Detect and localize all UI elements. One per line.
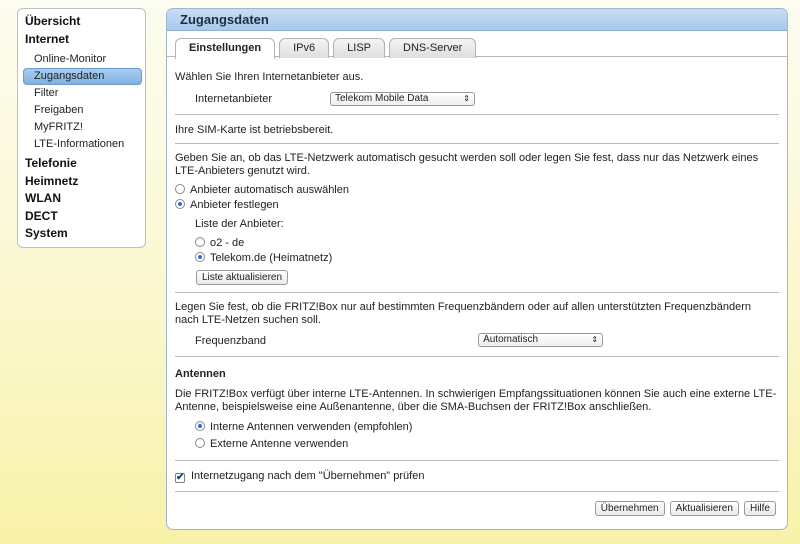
nav-uebersicht[interactable]: Übersicht: [25, 14, 81, 28]
provider-label: Internetanbieter: [195, 93, 273, 105]
radio-o2-icon[interactable]: [195, 237, 205, 247]
provider-intro: Wählen Sie Ihren Internetanbieter aus.: [175, 71, 364, 83]
antenna-heading: Antennen: [175, 368, 226, 380]
lte-intro: Geben Sie an, ob das LTE-Netzwerk automatisch gesucht werden soll oder legen Sie fest, dass nur das Netzwerk eines LTE-Anbieters genutzt wird.: [175, 152, 759, 177]
refresh-list-button[interactable]: Liste aktualisieren: [196, 270, 288, 285]
select-arrows-icon: ⇕: [463, 94, 470, 103]
band-select-value: Automatisch: [483, 334, 539, 345]
page-title: Zugangsdaten: [167, 9, 787, 31]
radio-internal-icon[interactable]: [195, 421, 205, 431]
provider-o2-row[interactable]: [195, 237, 244, 250]
nav-system[interactable]: System: [25, 226, 68, 240]
nav-online-monitor[interactable]: Online-Monitor: [34, 53, 107, 65]
settings-form: [167, 57, 787, 527]
provider-list-label: Liste der Anbieter:: [195, 218, 284, 230]
radio-auto-row[interactable]: [175, 184, 349, 197]
nav-zugangsdaten[interactable]: Zugangsdaten: [23, 68, 142, 85]
refresh-button[interactable]: Aktualisieren: [670, 501, 739, 516]
radio-external-icon[interactable]: [195, 438, 205, 448]
nav-heimnetz[interactable]: Heimnetz: [25, 173, 79, 188]
select-arrows-icon: ⇕: [591, 335, 599, 344]
divider: [175, 143, 779, 144]
divider: [175, 292, 779, 293]
radio-telekom-icon[interactable]: [195, 252, 205, 262]
radio-fixed-row[interactable]: [175, 199, 279, 212]
sim-status: Ihre SIM-Karte ist betriebsbereit.: [175, 124, 334, 136]
check-internet-row[interactable]: [175, 470, 424, 483]
sidebar-nav: [17, 8, 146, 248]
radio-auto-icon[interactable]: [175, 184, 185, 194]
antenna-external-label: Externe Antenne verwenden: [210, 438, 349, 450]
divider: [175, 460, 779, 461]
tab-ipv6[interactable]: IPv6: [279, 38, 329, 58]
nav-internet[interactable]: Internet: [25, 31, 70, 46]
provider-o2-label: o2 - de: [210, 237, 245, 249]
band-intro: Legen Sie fest, ob die FRITZ!Box nur auf bestimmten Frequenzbändern oder auf allen unterstützten Frequenzbändern nach LTE-Netzen suchen soll.: [175, 301, 752, 326]
nav-telefonie[interactable]: Telefonie: [25, 156, 77, 170]
antenna-internal-label: Interne Antennen verwenden (empfohlen): [210, 421, 413, 433]
antenna-text: Die FRITZ!Box verfügt über interne LTE-Antennen. In schwierigen Empfangssituationen können Sie auch eine externe LTE-Antenne, beispielsweise eine Außenantenne, über die SMA-Buchsen der FRITZ!Box anschließen.: [175, 388, 777, 413]
radio-fixed-label: Anbieter festlegen: [190, 199, 279, 211]
check-internet-label: Internetzugang nach dem "Übernehmen" prüfen: [191, 470, 425, 482]
provider-select[interactable]: [330, 92, 475, 106]
provider-telekom-label: Telekom.de (Heimatnetz): [210, 252, 333, 264]
nav-freigaben[interactable]: Freigaben: [34, 104, 84, 116]
tab-bar: [167, 31, 787, 57]
nav-dect[interactable]: DECT: [25, 208, 58, 223]
radio-auto-label: Anbieter automatisch auswählen: [190, 184, 349, 196]
nav-myfritz[interactable]: MyFRITZ!: [34, 121, 83, 133]
radio-fixed-icon[interactable]: [175, 199, 185, 209]
antenna-external-row[interactable]: [195, 438, 348, 451]
provider-telekom-row[interactable]: [195, 252, 332, 265]
main-panel: [166, 8, 788, 530]
tab-lisp[interactable]: LISP: [333, 38, 385, 58]
divider: [175, 114, 779, 115]
divider: [175, 356, 779, 357]
nav-wlan[interactable]: WLAN: [25, 191, 61, 205]
band-label: Frequenzband: [195, 335, 266, 347]
nav-lte-informationen[interactable]: LTE-Informationen: [34, 138, 125, 150]
help-button[interactable]: Hilfe: [744, 501, 776, 516]
nav-filter[interactable]: Filter: [34, 87, 59, 99]
button-bar: [595, 501, 776, 516]
antenna-internal-row[interactable]: [195, 421, 412, 434]
provider-select-value: Telekom Mobile Data: [335, 93, 429, 104]
checkbox-checked-icon[interactable]: ✔: [176, 472, 185, 483]
tab-dns-server[interactable]: DNS-Server: [389, 38, 476, 58]
apply-button[interactable]: Übernehmen: [595, 501, 665, 516]
tab-einstellungen[interactable]: Einstellungen: [175, 38, 275, 59]
divider: [175, 491, 779, 492]
band-select[interactable]: [478, 333, 603, 347]
